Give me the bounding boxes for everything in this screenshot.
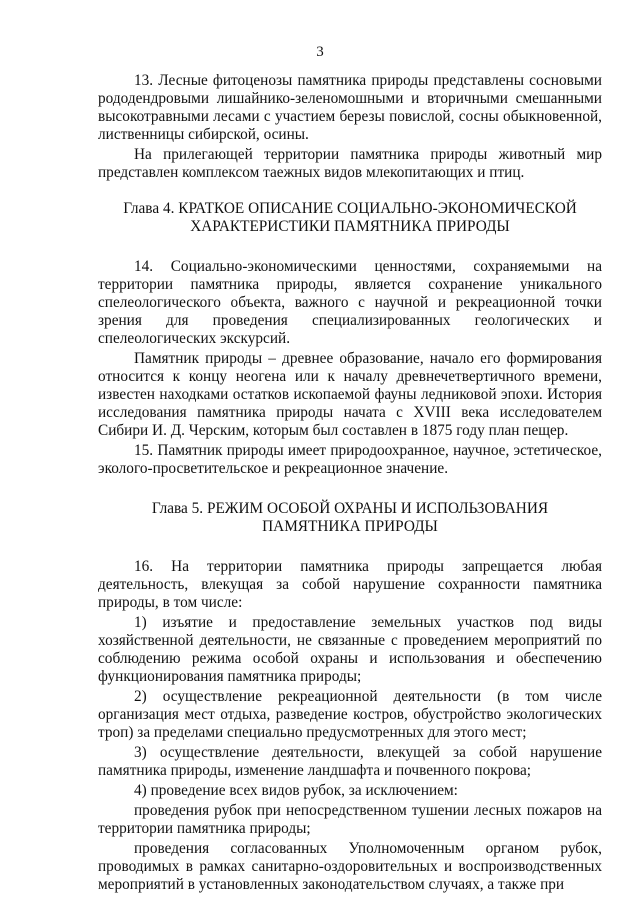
paragraph-13: 13. Лесные фитоценозы памятника природы представлены сосновыми рододендровыми лишайнико-зеленомошными и вторичными смешанными высокотравными лесами с участием березы повислой, сосны обыкновенной, лиственницы сибирской, осины. [98,72,602,143]
paragraph-15: 15. Памятник природы имеет природоохранное, научное, эстетическое, эколого-просветительское и рекреационное значение. [98,442,602,477]
paragraph-history: Памятник природы – древнее образование, начало его формирования относится к концу неогена или к началу древнечетвертичного времени, известен находками остатков ископаемой фауны ледниковой эпохи. История исследования памятника природы начата с XVIII века исследователем Сибири И. Д. Черским, которым был составлен в 1875 году план пещер. [98,350,602,439]
list-item-3: 3) осуществление деятельности, влекущей за собой нарушение памятника природы, изменение ландшафта и почвенного покрова; [98,744,602,779]
paragraph-14: 14. Социально-экономическими ценностями, сохраняемыми на территории памятника природы, является сохранение уникального спелеологического объекта, важного с научной и рекреационной точки зрения для проведения специализированных геологических и спелеологических экскурсий. [98,258,602,347]
document-body [98,72,602,894]
chapter-4-heading: Глава 4. КРАТКОЕ ОПИСАНИЕ СОЦИАЛЬНО-ЭКОНОМИЧЕСКОЙ ХАРАКТЕРИСТИКИ ПАМЯТНИКА ПРИРОДЫ [123,200,577,235]
page-number: 3 [316,44,324,60]
exception-sanitary: проведения согласованных Уполномоченным органом рубок, проводимых в рамках санитарно-оздоровительных и воспроизводственных мероприятий в установленных законодательством случаях, а также при [98,840,602,893]
paragraph-fauna: На прилегающей территории памятника природы животный мир представлен комплексом таежных видов млекопитающих и птиц. [98,146,602,181]
list-item-2: 2) осуществление рекреационной деятельности (в том числе организация мест отдыха, разведение костров, обустройство экологических троп) за пределами специально предусмотренных для этого мест; [98,688,602,741]
list-item-4: 4) проведение всех видов рубок, за исключением: [134,782,458,799]
exception-fire: проведения рубок при непосредственном тушении лесных пожаров на территории памятника природы; [98,802,602,837]
paragraph-16: 16. На территории памятника природы запрещается любая деятельность, влекущая за собой нарушение сохранности памятника природы, в том числе: [98,558,602,611]
chapter-5-heading: Глава 5. РЕЖИМ ОСОБОЙ ОХРАНЫ И ИСПОЛЬЗОВАНИЯ ПАМЯТНИКА ПРИРОДЫ [151,500,549,535]
list-item-1: 1) изъятие и предоставление земельных участков под виды хозяйственной деятельности, не связанные с проведением мероприятий по соблюдению режима особой охраны и использования и обеспечению функционирования памятника природы; [98,614,602,685]
